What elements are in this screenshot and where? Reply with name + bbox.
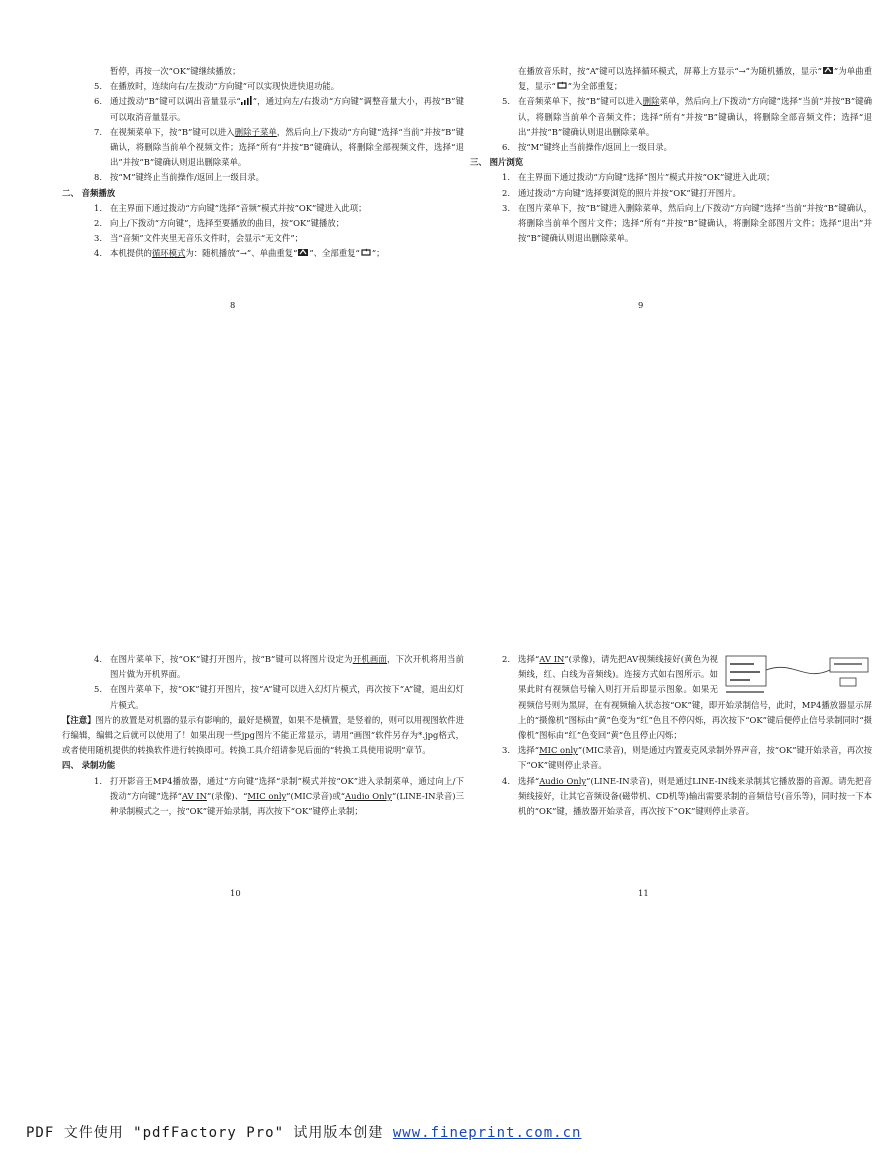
page-number: 9 <box>638 300 644 310</box>
item-number: 2. <box>502 187 510 198</box>
page-10 <box>62 652 464 819</box>
list-item <box>62 774 464 820</box>
item-number: 2. <box>502 654 510 664</box>
underlined-term: MIC only <box>247 790 287 801</box>
item-text: ”(录像)，请先把AV视频线接好(黄色为视频线，红、白线为音频线)。连接方式如右图所示。如果此时有视频信号输入则打开后即显示图象。如果无视频信号则为黑屏，在有视频输入状态按“OK”键，即开始录制信号，此时，MP4播放器显示屏上的“摄像机”图标由“黄”色变为“红”色且不停闪烁，再次按下“OK”键后便停止信号录制同时“摄像机”图标由“红”色变回“黄”色且停止闪烁； <box>518 654 872 741</box>
list-item <box>470 64 872 94</box>
item-number: 6. <box>94 96 102 107</box>
underlined-term: 删除 <box>642 96 660 107</box>
underlined-term: 循环模式 <box>151 248 186 259</box>
item-number: 4. <box>502 775 510 786</box>
item-number: 8. <box>94 172 102 183</box>
item-text: 通过拨动“B”键可以调出音量显示“ <box>110 96 241 107</box>
page-8 <box>62 64 464 262</box>
item-text: 在主界面下通过拨动“方向键”选择“音频”模式并按“OK”键进入此项； <box>110 202 367 213</box>
item-text: 按“M”键终止当前操作/返回上一级目录。 <box>110 172 264 183</box>
list-item <box>470 170 872 185</box>
item-text: ”(录像)、“ <box>206 790 248 801</box>
item-text: 在图片菜单下，按“OK”键打开图片，按“B”键可以将图片设定为 <box>110 654 353 664</box>
item-text: 选择“ <box>518 654 540 664</box>
item-text: ，然后向上/下拨动“方向键”选择“当前”并按“B”键确认，将删除当前单个视频文件；选择“所有”并按“B”键确认，将删除全部视频文件，选择“退出”并按“B”键确认则退出删除菜单。 <box>110 126 465 168</box>
list-item <box>62 201 464 216</box>
item-number: 6. <box>502 142 510 153</box>
list-item <box>62 231 464 246</box>
item-number: 1. <box>94 775 102 786</box>
list-item <box>470 140 872 155</box>
item-text: ”(MIC录音)或“ <box>286 790 346 801</box>
repeat-all-icon <box>556 81 568 90</box>
note-paragraph <box>62 713 464 759</box>
item-text: 在音频菜单下，按“B”键可以进入 <box>518 96 643 107</box>
item-text: 本机提供的 <box>110 248 152 259</box>
av-cable-diagram-icon <box>724 652 872 694</box>
item-number: 4. <box>94 654 102 664</box>
item-text: ”； <box>371 248 385 259</box>
item-text: 打开影音王MP4播放器，通过“方向键”选择“录制”模式并按“OK”进入录制菜单，通过向上/下拨动“方向键”选择“ <box>110 775 464 801</box>
repeat-all-icon <box>360 248 372 257</box>
underlined-term: Audio Only <box>345 790 392 801</box>
underlined-term: 删除子菜单 <box>234 126 277 137</box>
item-text: ，下次开机将用当前图片做为开机界面。 <box>110 654 464 680</box>
note-text: 图片的放置是对机器的显示有影响的，最好是横置，如果不是横置，是竖着的，则可以用视图软件进行编辑，编辑之后就可以使用了！如果出现一些jpg图片不能正常显示，请用“画图”软件另存为*.jpg格式，或者使用随机提供的转换软件进行转换即可。转换工具介绍请参见后面的“转换工具使用说明”章节。 <box>62 714 464 756</box>
item-text: 在主界面下通过拨动“方向键”选择“图片”模式并按“OK”键进入此项； <box>518 172 775 183</box>
footer-link[interactable]: www.fineprint.com.cn <box>392 1125 582 1141</box>
underlined-term: AV IN <box>181 790 207 801</box>
item-text: 在图片菜单下，按“B”键进入删除菜单，然后向上/下拨动“方向键”选择“当前”并按“B”键确认，将删除当前单个图片文件；选择“所有”并按“B”键确认，将删除全部图片文件；选择“退出”并按“B”键确认则退出删除菜单。 <box>518 202 872 244</box>
item-text: 在播放时，连续向右/左拨动“方向键”可以实现快进快退功能。 <box>110 81 340 92</box>
section-heading: 三、 图片浏览 <box>470 157 524 168</box>
section-heading: 二、 音频播放 <box>62 187 116 198</box>
item-text: ”，通过向左/右拨动“方向键”调整音量大小，再按“B”键可以取消音量显示。 <box>110 96 464 122</box>
item-number: 4. <box>94 248 102 259</box>
list-item <box>62 94 464 124</box>
repeat-one-icon <box>297 248 309 257</box>
item-number: 3. <box>94 233 102 244</box>
list-item <box>62 682 464 712</box>
repeat-one-icon <box>822 66 834 75</box>
list-item <box>62 652 464 682</box>
footer-text: PDF 文件使用 "pdfFactory Pro" 试用版本创建 <box>26 1125 393 1141</box>
item-text: ”(LINE-IN录音)，则是通过LINE-IN线来录制其它播放器的音源。请先把音频线接好，让其它音频设备(磁带机、CD机等)输出需要录制的音频信号(音乐等)，同时按一下本机的“OK”键，播放器开始录音，再次按下“OK”键则停止录音。 <box>518 775 872 817</box>
page-11 <box>470 652 872 819</box>
item-number: 1. <box>502 172 510 183</box>
list-item <box>62 216 464 231</box>
note-label: 【注意】 <box>62 714 96 725</box>
item-number: 5. <box>502 96 510 107</box>
underlined-term: MIC only <box>539 745 578 756</box>
item-number: 5. <box>94 81 102 92</box>
item-text: ”(MIC录音)，则是通过内置麦克风录制外界声音，按“OK”键开始录音，再次按下“OK”键则停止录音。 <box>518 745 872 771</box>
underlined-term: 开机画面 <box>352 654 387 664</box>
section-heading: 四、 录制功能 <box>62 760 116 771</box>
item-text: 向上/下拨动“方向键”，选择至要播放的曲目，按“OK”键播放； <box>110 218 345 229</box>
item-text: ”(LINE-IN录音)三种录制模式之一，按“OK”键开始录制，再次按下“OK”键停止录制； <box>110 790 465 817</box>
list-item <box>470 201 872 247</box>
item-number: 3. <box>502 745 510 756</box>
list-item <box>470 94 872 140</box>
item-text: ”、全部重复“ <box>309 248 360 259</box>
underlined-term: AV IN <box>539 654 565 664</box>
list-item <box>470 186 872 201</box>
item-number: 2. <box>94 218 102 229</box>
list-item <box>62 170 464 185</box>
item-number <box>470 64 518 94</box>
item-text: 在视频菜单下，按“B”键可以进入 <box>110 126 235 137</box>
list-item <box>470 774 872 820</box>
item-text: 在播放音乐时，按“A”键可以选择循环模式，屏幕上方显示“→”为随机播放，显示“ <box>518 66 822 76</box>
item-text: 选择“ <box>518 775 540 786</box>
item-text: ”为全部重复； <box>567 81 623 92</box>
item-text: 按“M”键终止当前操作/返回上一级目录。 <box>518 142 672 153</box>
item-text: 选择“ <box>518 745 540 756</box>
item-number: 1. <box>94 202 102 213</box>
item-number: 5. <box>94 684 102 695</box>
item-text: ”为单曲重复，显示“ <box>518 66 872 92</box>
item-number: 3. <box>502 202 510 213</box>
item-text: 在图片菜单下，按“OK”键打开图片，按“A”键可以进入幻灯片模式，再次按下“A”键，退出幻灯片模式。 <box>110 684 464 710</box>
item-text: 菜单，然后向上/下拨动“方向键”选择“当前”并按“B”键确认，将删除当前单个音频文件；选择“所有”并按“B”键确认，将删除全部音频文件；选择“退出”并按“B”键确认则退出删除菜单。 <box>518 96 873 137</box>
underlined-term: Audio Only <box>539 775 587 786</box>
item-text: 暂停，再按一次“OK”键继续播放； <box>110 66 241 76</box>
list-item <box>470 743 872 773</box>
volume-bars-icon <box>241 96 253 105</box>
list-item <box>470 652 872 743</box>
item-number: 7. <box>94 126 102 137</box>
list-item <box>62 79 464 94</box>
item-text: 通过拨动“方向键”选择要浏览的照片并按“OK”键打开图片。 <box>518 187 741 198</box>
item-number <box>62 64 110 79</box>
page-number: 11 <box>638 888 649 898</box>
list-item <box>62 64 464 79</box>
pdf-footer <box>26 1122 581 1142</box>
av-connection-figure <box>724 652 872 694</box>
page-9 <box>470 64 872 246</box>
page-number: 8 <box>230 300 236 310</box>
list-item <box>62 125 464 171</box>
list-item <box>62 246 464 261</box>
item-text: 为：随机播放“→”、单曲重复“ <box>185 248 298 259</box>
page-number: 10 <box>230 888 241 898</box>
item-text: 当“音频”文件夹里无音乐文件时，会显示“无文件”； <box>110 233 303 244</box>
